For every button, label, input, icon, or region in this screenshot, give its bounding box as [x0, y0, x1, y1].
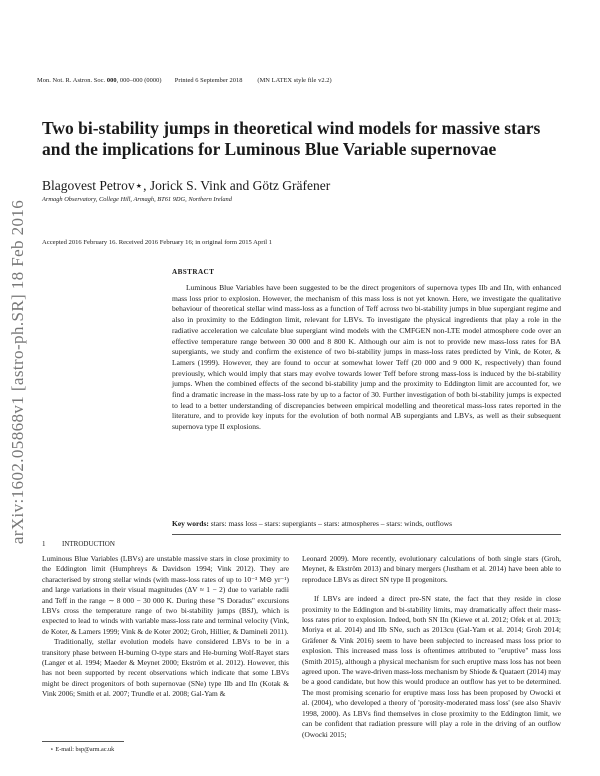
paragraph: Luminous Blue Variables (LBVs) are unstable massive stars in close proximity to the Eddington limit (Humphreys & Davidson 1994; Vink 2012). They are characterised by strong stellar winds (with mass-loss rates of up to 10⁻³ M⊙ yr⁻¹) and large variations in their visual magnitudes (ΔV ≈ 1 − 2) due to variable radii and Teff in the range ∼ 8 000 − 30 000 K. During these "S Doradus" excursions LBVs cross the temperature range of two bi-stability jumps (BSJ), which is expected to lead to winds with variable mass-loss rate and terminal velocity (Vink, de Koter, & Lamers 1999; Vink & de Koter 2002; Groh, Hillier, & Damineli 2011). [42, 554, 289, 636]
paragraph: Leonard 2009). More recently, evolutionary calculations of both single stars (Groh, Meynet, & Ekström 2013) and binary mergers (Justham et al. 2014) have been able to reproduce LBVs as direct SN type II progenitors. [302, 554, 561, 584]
arxiv-stamp [4, 172, 32, 572]
abstract-text: Luminous Blue Variables have been suggested to be the direct progenitors of supernova types IIb and IIn, with enhanced mass loss prior to explosion. However, the mechanism of this mass loss is not yet known. Here, we investigate the qualitative behaviour of theoretical stellar wind mass-loss as a function of Teff across two bi-stability jumps in blue supergiant regime and also in proximity to the Eddington limit, relevant for LBVs. To investigate the physical ingredients that play a role in the radiative acceleration we calculate blue supergiant wind models with the CMFGEN non-LTE model atmosphere code over an effective temperature range between 30 000 and 8 800 K. Although our aim is not to provide new mass-loss rates for BA supergiants, we study and confirm the existence of two bi-stability jumps in mass-loss rates predicted by Vink, de Koter, & Lamers (1999). However, they are found to occur at somewhat lower Teff (20 000 and 9 000 K, respectively) than found previously, which would imply that stars may evolve towards lower Teff before strong mass-loss is induced by the bi-stability jumps. When the combined effects of the second bi-stability jump and the proximity to Eddington limit are accounted for, we find a dramatic increase in the mass-loss rate by up to a factor of 30. Further investigation of both bi-stability jumps is expected to lead to a better understanding of discrepancies between empirical modelling and theoretical mass-loss rates reported in the literature, and to provide key inputs for the evolution of both normal AB supergiants and LBVs, as well as their subsequent supernova type II explosions. [172, 283, 561, 432]
running-header [37, 77, 332, 84]
publication-dates: Accepted 2016 February 16. Received 2016 February 16; in original form 2015 April 1 [42, 239, 272, 246]
section-title: INTRODUCTION [62, 540, 115, 548]
keywords-text: stars: mass loss – stars: supergiants – stars: atmospheres – stars: winds, outflows [210, 519, 453, 528]
abstract-divider [172, 534, 561, 535]
paragraph: If LBVs are indeed a direct pre-SN state, the fact that they reside in close proximity to the Eddington and bi-stability limits, may dramatically affect their mass-loss rates prior to explosion. Indeed, both SN IIn (Kiewe et al. 2012; Ofek et al. 2013; Moriya et al. 2014) and IIb SNe, such as 2013cu (Gal-Yam et al. 2014; Groh 2014; Gräfener & Vink 2016) seem to have been subjected to increased mass loss prior to explosion. This increased mass loss is oftentimes attributed to "eruptive" mass loss (Smith 2015), although a physical mechanism for such eruptive mass loss has not been agreed upon. The wave-driven mass-loss mechanism by Shiode & Quataert (2014) may be a good candidate, but how this would produce an outflow has yet to be determined. The most promising scenario for eruptive mass loss has been proposed by Owocki et al. (2004), who developed a theory of 'porosity-moderated mass loss' (see also Shaviv 1998, 2000). As LBVs find themselves in close proximity to the Eddington limit, we can be confident that radiation pressure will play a role in the driving of an outflow (Owocki 2015; [302, 594, 561, 739]
body-column-right [302, 554, 561, 740]
journal-volume: 000 [106, 77, 117, 84]
style-file-note: (MN LATEX style file v2.2) [257, 77, 332, 84]
keywords-label: Key words: [172, 519, 209, 528]
affiliation: Armagh Observatory, College Hill, Armagh, BT61 9DG, Northern Ireland [42, 196, 232, 203]
keywords [172, 519, 562, 528]
footnote-email: ⋆ E-mail: bsp@arm.ac.uk [50, 746, 115, 753]
paragraph: Traditionally, stellar evolution models have considered LBVs to be in a transitory phase between H-burning O-type stars and He-burning Wolf-Rayet stars (Langer et al. 1994; Maeder & Meynet 2000; Ekström et al. 2012). However, this has not been supported by recent observations which indicate that some LBVs might be direct progenitors of both supernovae (SNe) type IIb and IIn (Kotak & Vink 2006; Smith et al. 2007; Trundle et al. 2008; Gal-Yam & [42, 637, 289, 699]
section-number: 1 [42, 540, 46, 548]
footnote-rule [42, 741, 124, 742]
journal-name: Mon. Not. R. Astron. Soc. [37, 77, 106, 84]
printed-date: Printed 6 September 2018 [174, 77, 243, 84]
journal-pages: , 000–000 (0000) [116, 77, 162, 84]
paper-title: Two bi-stability jumps in theoretical wind models for massive stars and the implications for Luminous Blue Variable supernovae [42, 118, 541, 159]
body-column-left [42, 554, 289, 700]
section-heading [42, 540, 115, 548]
abstract-heading: ABSTRACT [172, 268, 215, 276]
arxiv-stamp-text: arXiv:1602.05868v1 [astro-ph.SR] 18 Feb 2016 [8, 199, 27, 545]
author-list: Blagovest Petrov⋆, Jorick S. Vink and Götz Gräfener [42, 178, 331, 193]
